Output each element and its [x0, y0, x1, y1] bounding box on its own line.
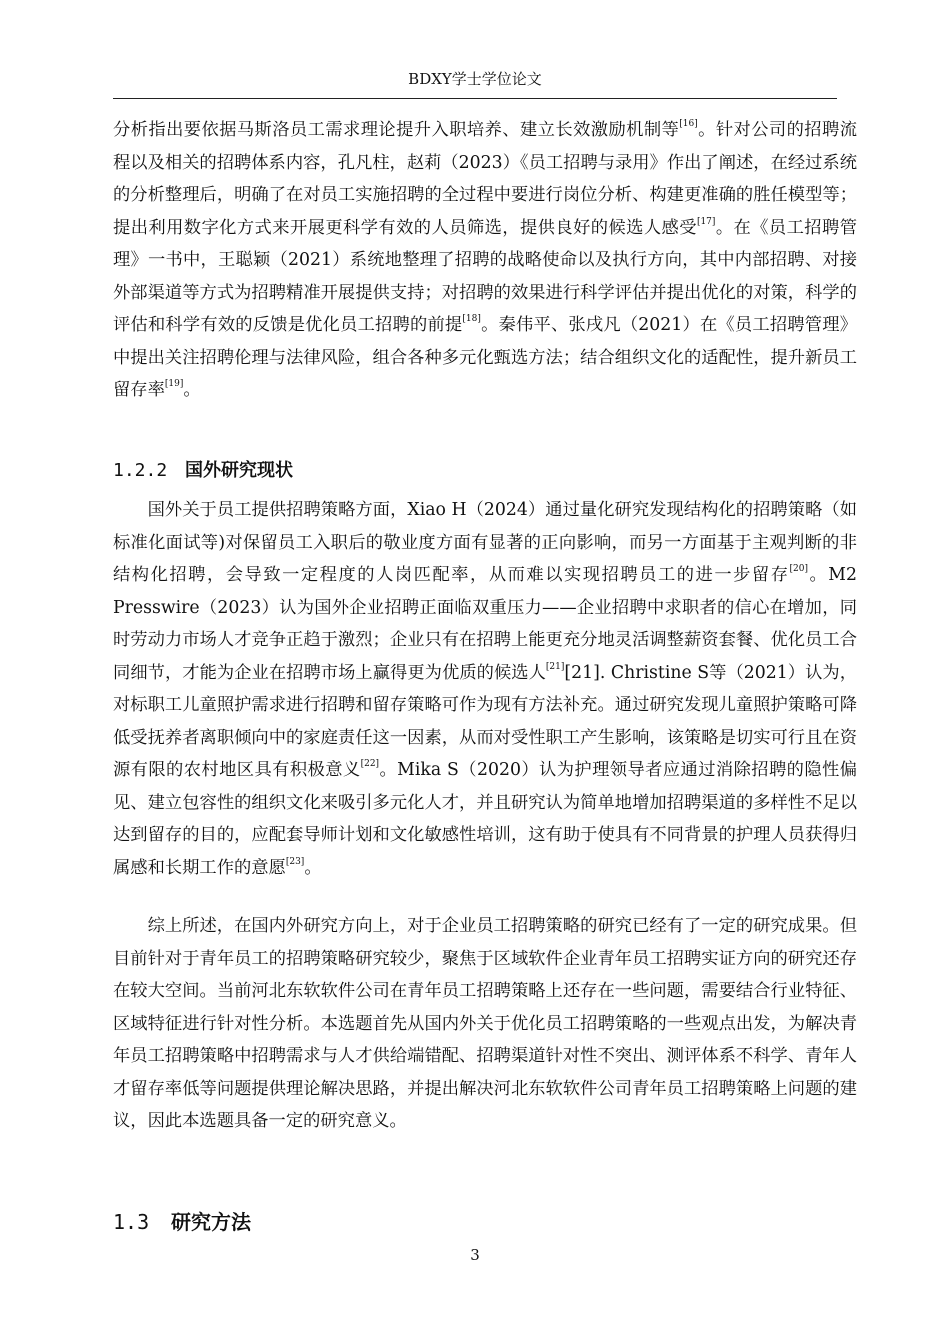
page-number: 3 — [470, 1246, 480, 1264]
citation-18: [18] — [462, 314, 481, 325]
paragraph-text: 。M2 Presswire（2023）认为国外企业招聘正面临双重压力——企业招聘中求职者的信心在增加，同时劳动力市场人才竞争正趋于激烈；企业只有在招聘上能更充分地灵活调整薪资套餐、优化员工合同细节，才能为企业在招聘市场上赢得更为优质的候选人 — [113, 565, 857, 683]
section-number: 1.2.2 — [113, 460, 168, 481]
section-heading-1-2-2 — [113, 456, 293, 482]
section-number: 1.3 — [113, 1210, 150, 1234]
paragraph-text: 。 — [183, 380, 201, 400]
paragraph-text: 。在《员工招聘管理》一书中，王聪颖（2021）系统地整理了招聘的战略使命以及执行方向，其中内部招聘、对接外部渠道等方式为招聘精准开展提供支持；对招聘的效果进行科学评估并提出优化的对策，科学的评估和科学有效的反馈是优化员工招聘的前提 — [113, 217, 857, 335]
paragraph-text: 国外关于员工提供招聘策略方面，Xiao H（2024）通过量化研究发现结构化的招聘策略（如标准化面试等)对保留员工入职后的敬业度方面有显著的正向影响，而另一方面基于主观判断的非结构化招聘，会导致一定程度的人岗匹配率，从而难以实现招聘员工的进一步留存 — [113, 500, 857, 585]
paragraph-text: 。秦伟平、张戌凡（2021）在《员工招聘管理》中提出关注招聘伦理与法律风险，组合各种多元化甄选方法；结合组织文化的适配性，提升新员工留存率 — [113, 315, 857, 400]
paragraph-foreign-research — [113, 494, 857, 884]
citation-21: [21] — [545, 661, 565, 672]
running-header — [113, 64, 837, 99]
citation-20: [20] — [789, 564, 808, 575]
paragraph-summary — [113, 910, 857, 1138]
paragraph-text: 。 — [304, 857, 322, 878]
paragraph-text: 综上所述，在国内外研究方向上，对于企业员工招聘策略的研究已经有了一定的研究成果。但目前针对于青年员工的招聘策略研究较少，聚焦于区域软件企业青年员工招聘实证方向的研究还存在较大空间。当前河北东软软件公司在青年员工招聘策略上还存在一些问题，需要结合行业特征、区域特征进行针对性分析。本选题首先从国内外关于优化员工招聘策略的一些观点出发，为解决青年员工招聘策略中招聘需求与人才供给端错配、招聘渠道针对性不突出、测评体系不科学、青年人才留存率低等问题提供理论解决思路，并提出解决河北东软软件公司青年员工招聘策略上问题的建议，因此本选题具备一定的研究意义。 — [113, 916, 857, 1131]
citation-16: [16] — [679, 119, 698, 130]
section-title: 研究方法 — [171, 1210, 251, 1234]
paragraph-domestic-research-continued — [113, 114, 857, 407]
header-title: BDXY学士学位论文 — [408, 70, 542, 88]
paragraph-text: 。Mika S（2020）认为护理领导者应通过消除招聘的隐性偏见、建立包容性的组织文化来吸引多元化人才，并且研究认为简单地增加招聘渠道的多样性不足以达到留存的目的，应配套导师计划和文化敏感性培训，这有助于使具有不同背景的护理人员获得归属感和长期工作的意愿 — [113, 760, 857, 878]
section-title: 国外研究现状 — [185, 460, 293, 481]
paragraph-text: 分析指出要依据马斯洛员工需求理论提升入职培养、建立长效激励机制等 — [113, 120, 680, 140]
paragraph-text: [21]. Christine S等（2021）认为，对标职工儿童照护需求进行招聘和留存策略可作为现有方法补充。通过研究发现儿童照护策略可降低受抚养者离职倾向中的家庭责任这一因素，从而对受性职工产生影响，该策略是切实可行且在资源有限的农村地区具有积极意义 — [113, 662, 857, 780]
section-heading-1-3 — [113, 1206, 251, 1235]
citation-22: [22] — [360, 759, 380, 770]
citation-23: [23] — [285, 856, 305, 867]
citation-19: [19] — [164, 379, 184, 390]
citation-17: [17] — [696, 216, 716, 227]
paragraph-text: 。针对公司的招聘流程以及相关的招聘体系内容，孔凡柱，赵莉（2023）《员工招聘与录用》作出了阐述，在经过系统的分析整理后，明确了在对员工实施招聘的全过程中要进行岗位分析、构建更准确的胜任模型等；提出利用数字化方式来开展更科学有效的人员筛选，提供良好的候选人感受 — [113, 120, 857, 238]
